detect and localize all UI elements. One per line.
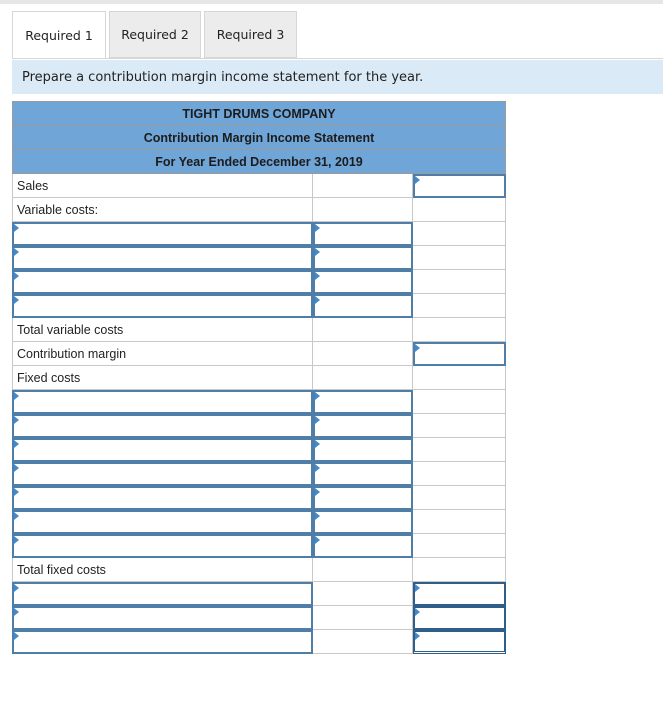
empty-cell — [313, 342, 413, 366]
sales-label: Sales — [12, 174, 313, 198]
empty-cell — [313, 582, 413, 606]
empty-cell — [413, 462, 506, 486]
empty-cell — [413, 366, 506, 390]
variable-costs-heading-row — [12, 198, 506, 222]
sales-amount-cell — [313, 174, 413, 198]
variable-cost-row — [12, 222, 506, 246]
empty-cell — [313, 366, 413, 390]
empty-cell — [413, 414, 506, 438]
net-income-amount-input[interactable] — [413, 630, 506, 654]
variable-cost-row — [12, 270, 506, 294]
fixed-costs-heading-row — [12, 366, 506, 390]
fixed-cost-label-input[interactable] — [12, 414, 313, 438]
total-variable-costs-label: Total variable costs — [12, 318, 313, 342]
empty-cell — [413, 486, 506, 510]
variable-cost-row — [12, 246, 506, 270]
empty-cell — [413, 510, 506, 534]
fixed-costs-label: Fixed costs — [12, 366, 313, 390]
fixed-cost-label-input[interactable] — [12, 510, 313, 534]
fixed-cost-row — [12, 534, 506, 558]
variable-cost-label-input[interactable] — [12, 294, 313, 318]
fixed-cost-row — [12, 390, 506, 414]
sales-row — [12, 174, 506, 198]
result-label-input[interactable] — [12, 630, 313, 654]
tab-required-3[interactable]: Required 3 — [204, 11, 297, 58]
top-border — [0, 0, 663, 4]
result-row — [12, 630, 506, 654]
empty-cell — [413, 534, 506, 558]
empty-cell — [313, 318, 413, 342]
fixed-cost-label-input[interactable] — [12, 486, 313, 510]
variable-cost-amount-input[interactable] — [313, 270, 413, 294]
fixed-cost-amount-input[interactable] — [313, 510, 413, 534]
fixed-cost-amount-input[interactable] — [313, 486, 413, 510]
empty-cell — [313, 606, 413, 630]
fixed-cost-label-input[interactable] — [12, 462, 313, 486]
total-fixed-costs-row — [12, 558, 506, 582]
fixed-cost-row — [12, 414, 506, 438]
fixed-cost-label-input[interactable] — [12, 438, 313, 462]
empty-cell — [313, 630, 413, 654]
variable-cost-label-input[interactable] — [12, 270, 313, 294]
fixed-cost-row — [12, 486, 506, 510]
empty-cell — [413, 198, 506, 222]
sales-total-input[interactable] — [413, 174, 506, 198]
result-amount-input[interactable] — [413, 582, 506, 606]
fixed-cost-amount-input[interactable] — [313, 414, 413, 438]
fixed-cost-label-input[interactable] — [12, 534, 313, 558]
empty-cell — [313, 198, 413, 222]
variable-costs-label: Variable costs: — [12, 198, 313, 222]
fixed-cost-amount-input[interactable] — [313, 438, 413, 462]
result-row — [12, 582, 506, 606]
empty-cell — [413, 390, 506, 414]
result-row — [12, 606, 506, 630]
empty-cell — [313, 558, 413, 582]
contribution-margin-input[interactable] — [413, 342, 506, 366]
variable-cost-amount-input[interactable] — [313, 294, 413, 318]
tab-bar — [12, 11, 300, 59]
variable-cost-label-input[interactable] — [12, 246, 313, 270]
total-fixed-costs-label: Total fixed costs — [12, 558, 313, 582]
empty-cell — [413, 294, 506, 318]
variable-cost-amount-input[interactable] — [313, 222, 413, 246]
variable-cost-label-input[interactable] — [12, 222, 313, 246]
instruction-banner — [12, 60, 663, 94]
variable-cost-amount-input[interactable] — [313, 246, 413, 270]
empty-cell — [413, 318, 506, 342]
result-label-input[interactable] — [12, 606, 313, 630]
empty-cell — [413, 270, 506, 294]
tab-divider — [12, 58, 663, 59]
contribution-margin-label: Contribution margin — [12, 342, 313, 366]
fixed-cost-row — [12, 510, 506, 534]
empty-cell — [413, 558, 506, 582]
income-statement — [12, 101, 506, 654]
result-amount-input[interactable] — [413, 606, 506, 630]
fixed-cost-amount-input[interactable] — [313, 390, 413, 414]
contribution-margin-row — [12, 342, 506, 366]
empty-cell — [413, 438, 506, 462]
instruction-text: Prepare a contribution margin income statement for the year. — [22, 69, 424, 85]
result-label-input[interactable] — [12, 582, 313, 606]
statement-title: Contribution Margin Income Statement — [12, 125, 506, 149]
fixed-cost-amount-input[interactable] — [313, 534, 413, 558]
fixed-cost-label-input[interactable] — [12, 390, 313, 414]
variable-cost-row — [12, 294, 506, 318]
fixed-cost-row — [12, 438, 506, 462]
tab-required-2[interactable]: Required 2 — [109, 11, 201, 58]
company-name: TIGHT DRUMS COMPANY — [12, 101, 506, 125]
empty-cell — [413, 222, 506, 246]
tab-required-1[interactable]: Required 1 — [12, 11, 106, 59]
total-variable-costs-row — [12, 318, 506, 342]
fixed-cost-row — [12, 462, 506, 486]
fixed-cost-amount-input[interactable] — [313, 462, 413, 486]
empty-cell — [413, 246, 506, 270]
statement-period: For Year Ended December 31, 2019 — [12, 149, 506, 174]
